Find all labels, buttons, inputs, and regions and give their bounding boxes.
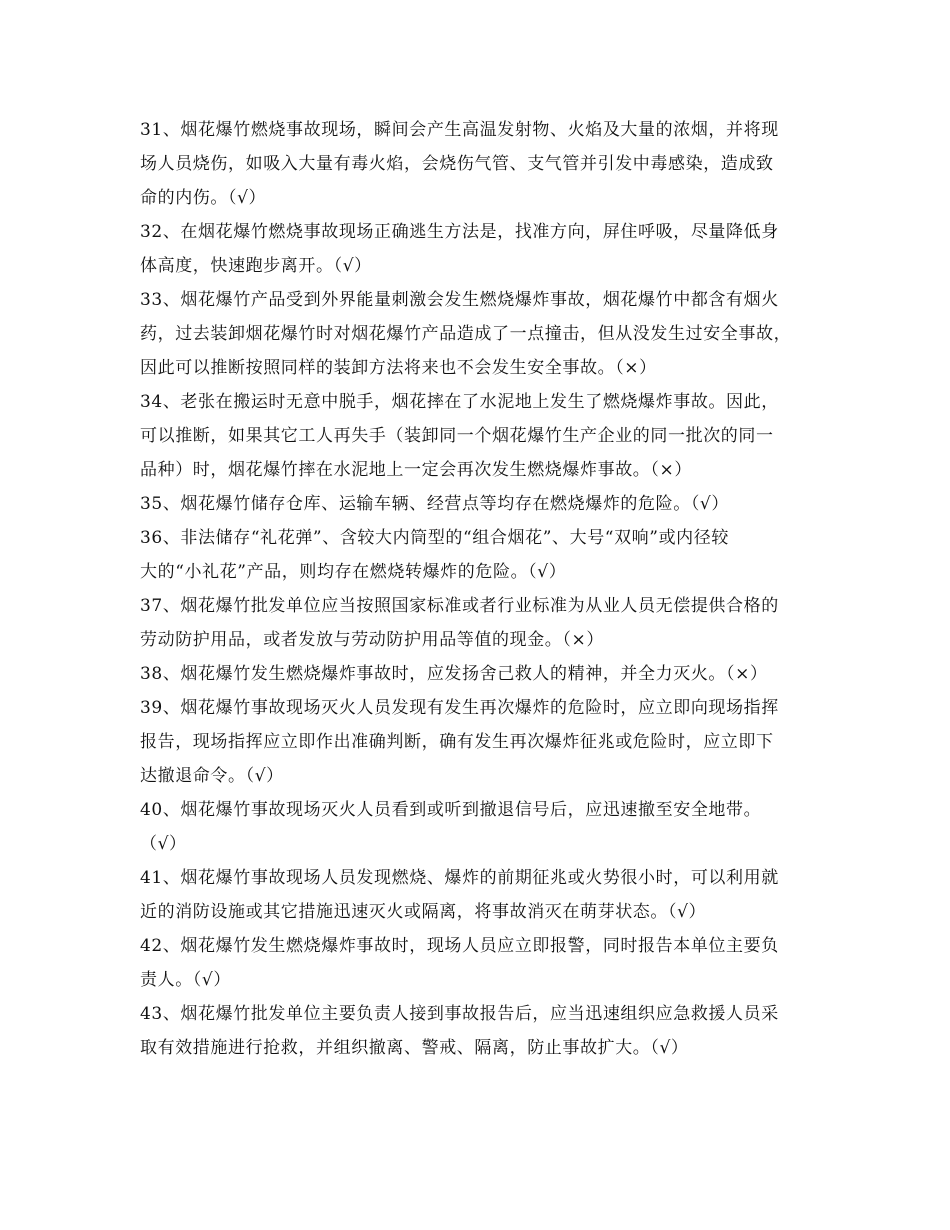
text-line: 40、烟花爆竹事故现场灭火人员看到或听到撤退信号后，应迅速撤至安全地带。: [140, 800, 762, 820]
text-line: 达撤退命令。（√）: [140, 766, 284, 786]
text-line: 药，过去装卸烟花爆竹时对烟花爆竹产品造成了一点撞击，但从没发生过安全事故，: [140, 324, 792, 344]
text-line: 报告，现场指挥应立即作出准确判断，确有发生再次爆炸征兆或危险时，应立即下: [140, 732, 774, 752]
text-line: 近的消防设施或其它措施迅速灭火或隔离，将事故消灭在萌芽状态。（√）: [140, 902, 707, 922]
text-line: 43、烟花爆竹批发单位主要负责人接到事故报告后，应当迅速组织应急救援人员采: [140, 1004, 779, 1024]
text-line: 大的“小礼花”产品，则均存在燃烧转爆炸的危险。（√）: [140, 562, 567, 582]
text-line: 场人员烧伤，如吸入大量有毒火焰，会烧伤气管、支气管并引发中毒感染，造成致: [140, 154, 774, 174]
text-line: 42、烟花爆竹发生燃烧爆炸事故时，现场人员应立即报警，同时报告本单位主要负: [140, 936, 779, 956]
text-line: 体高度，快速跑步离开。（√）: [140, 256, 372, 276]
text-line: 命的内伤。（√）: [140, 188, 267, 208]
text-line: 劳动防护用品，或者发放与劳动防护用品等值的现金。（×）: [140, 630, 604, 650]
text-line: 取有效措施进行抢救，并组织撤离、警戒、隔离，防止事故扩大。（√）: [140, 1038, 689, 1058]
text-line: 41、烟花爆竹事故现场人员发现燃烧、爆炸的前期征兆或火势很小时，可以利用就: [140, 868, 779, 888]
text-line: 32、在烟花爆竹燃烧事故现场正确逃生方法是，找准方向，屏住呼吸，尽量降低身: [140, 222, 779, 242]
text-line: 37、烟花爆竹批发单位应当按照国家标准或者行业标准为从业人员无偿提供合格的: [140, 596, 779, 616]
text-line: 35、烟花爆竹储存仓库、运输车辆、经营点等均存在燃烧爆炸的危险。（√）: [140, 494, 729, 514]
text-line: 因此可以推断按照同样的装卸方法将来也不会发生安全事故。（×）: [140, 358, 657, 378]
question-list: [140, 113, 820, 1065]
text-line: （√）: [140, 834, 187, 854]
text-line: 33、烟花爆竹产品受到外界能量刺激会发生燃烧爆炸事故，烟花爆竹中都含有烟火: [140, 290, 779, 310]
text-line: 34、老张在搬运时无意中脱手，烟花摔在了水泥地上发生了燃烧爆炸事故。因此，: [140, 392, 779, 412]
text-line: 可以推断，如果其它工人再失手（装卸同一个烟花爆竹生产企业的同一批次的同一: [140, 426, 774, 446]
text-line: 39、烟花爆竹事故现场灭火人员发现有发生再次爆炸的危险时，应立即向现场指挥: [140, 698, 779, 718]
text-line: 品种）时，烟花爆竹摔在水泥地上一定会再次发生燃烧爆炸事故。（×）: [140, 460, 692, 480]
text-line: 31、烟花爆竹燃烧事故现场，瞬间会产生高温发射物、火焰及大量的浓烟，并将现: [140, 120, 779, 140]
text-line: 38、烟花爆竹发生燃烧爆炸事故时，应发扬舍己救人的精神，并全力灭火。（×）: [140, 664, 768, 684]
text-line: 36、非法储存“礼花弹”、含较大内筒型的“组合烟花”、大号“双响”或内径较: [140, 528, 729, 548]
text-line: 责人。（√）: [140, 970, 231, 990]
